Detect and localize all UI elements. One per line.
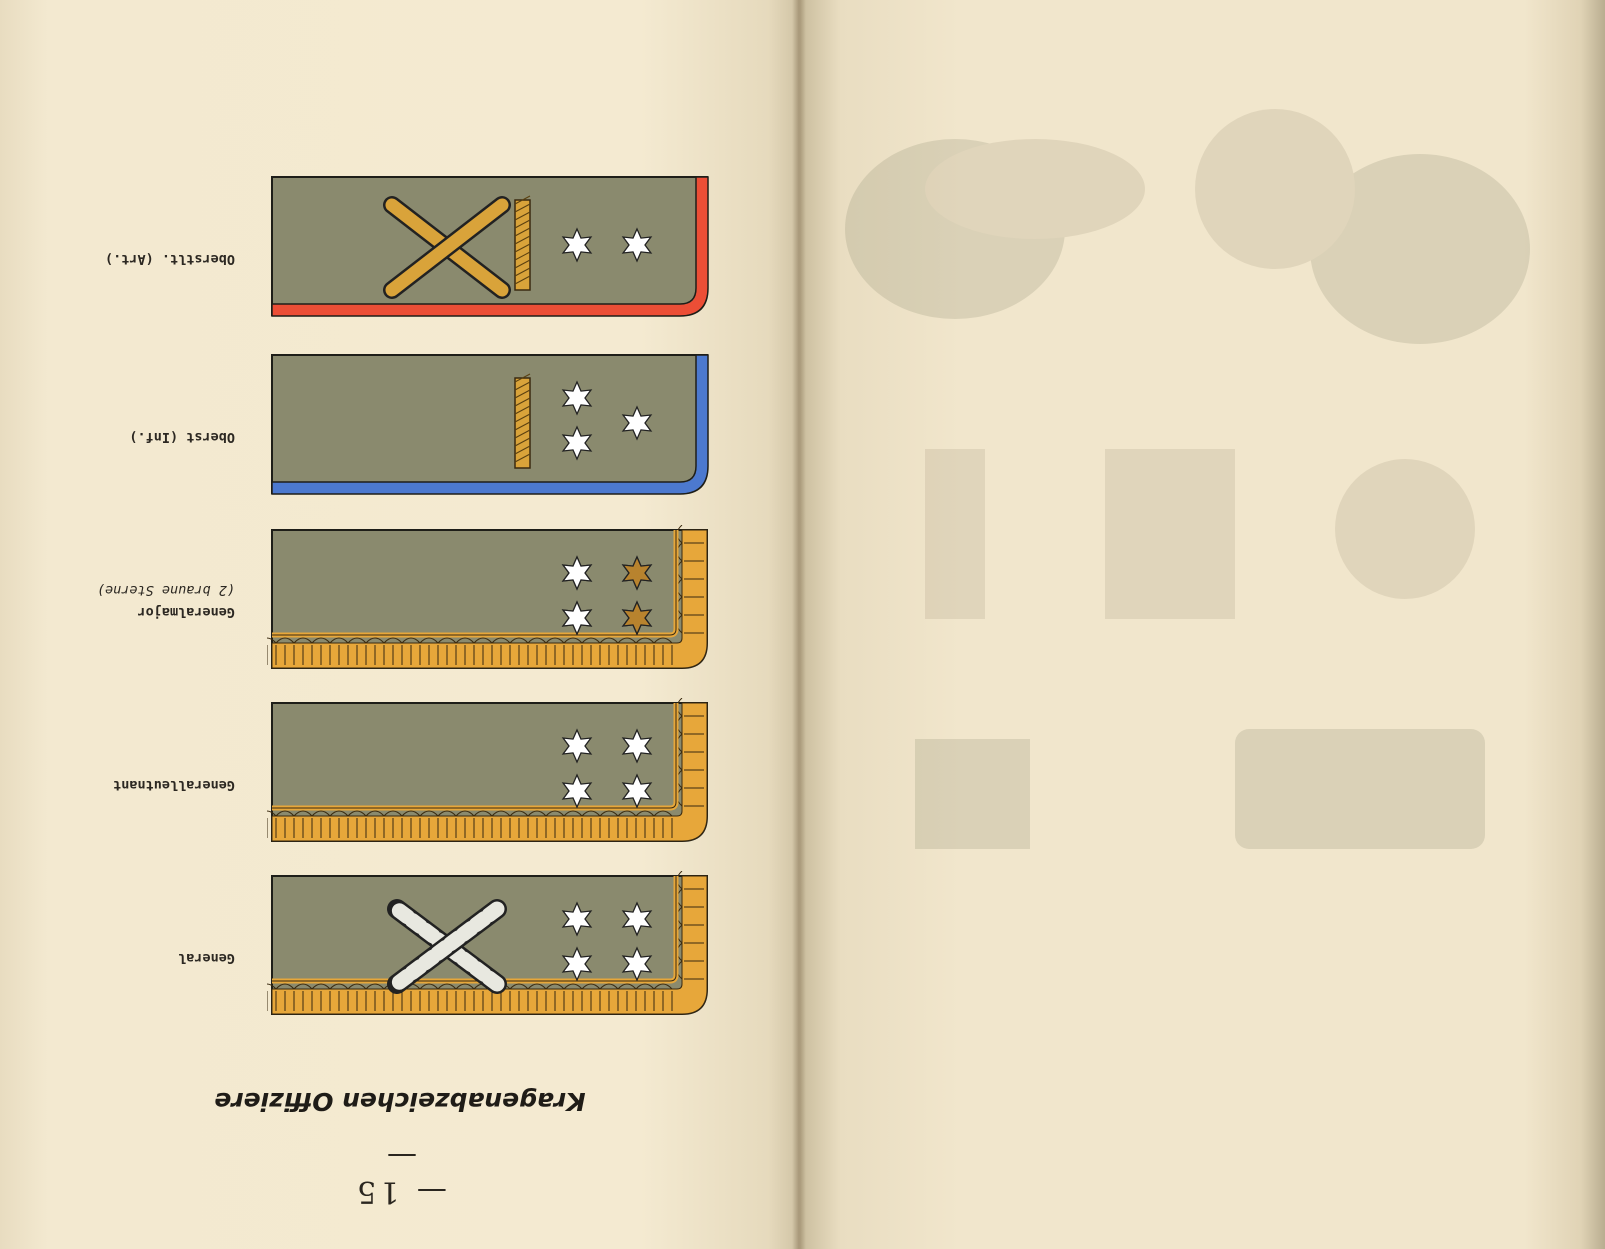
insignia-label: [0, 579, 235, 623]
insignia-label: [0, 774, 235, 796]
collar-tab-drawing: [267, 698, 712, 846]
ghost-edelweiss: [1195, 109, 1355, 269]
page-number: — 15 —: [353, 1139, 447, 1209]
right-page: [800, 0, 1605, 1249]
ghost-shapes: [800, 0, 1605, 1249]
left-page-content-inverted: [0, 0, 800, 1249]
collar-tab-5: [267, 172, 712, 320]
collar-tab-drawing: [267, 350, 712, 498]
page-title: Kragenabzeichen Offiziere: [214, 1087, 586, 1116]
ghost-numeral-1: [925, 449, 985, 619]
ghost-grenade: [1335, 459, 1475, 599]
ghost-hunting-horn: [925, 139, 1145, 239]
rank-note: (2 braune Sterne): [96, 582, 235, 598]
collar-tab-drawing: [267, 172, 712, 320]
insignia-label: [0, 426, 235, 448]
insignia-label: [0, 248, 235, 270]
rank-name: Oberstlt. (Art.): [104, 251, 235, 267]
ghost-numeral-2: [1105, 449, 1235, 619]
collar-tab-drawing: [267, 871, 712, 1019]
rank-name: Generalmajor: [137, 604, 235, 620]
collar-tab-drawing: [267, 525, 712, 673]
left-page: [0, 0, 800, 1249]
ghost-cap-right: [915, 739, 1030, 849]
rank-name: Oberst (Inf.): [129, 429, 235, 445]
insignia-label: [0, 947, 235, 969]
collar-tab-3: [267, 525, 712, 673]
show-through-ghost-image: [800, 0, 1605, 1249]
ghost-cap-left: [1235, 729, 1485, 849]
rank-name: Generalleutnant: [113, 777, 235, 793]
book-spine-shadow: [792, 0, 806, 1249]
collar-tab-4: [267, 350, 712, 498]
collar-tab-2: [267, 698, 712, 846]
rank-name: General: [178, 950, 235, 966]
collar-tab-1: [267, 871, 712, 1019]
